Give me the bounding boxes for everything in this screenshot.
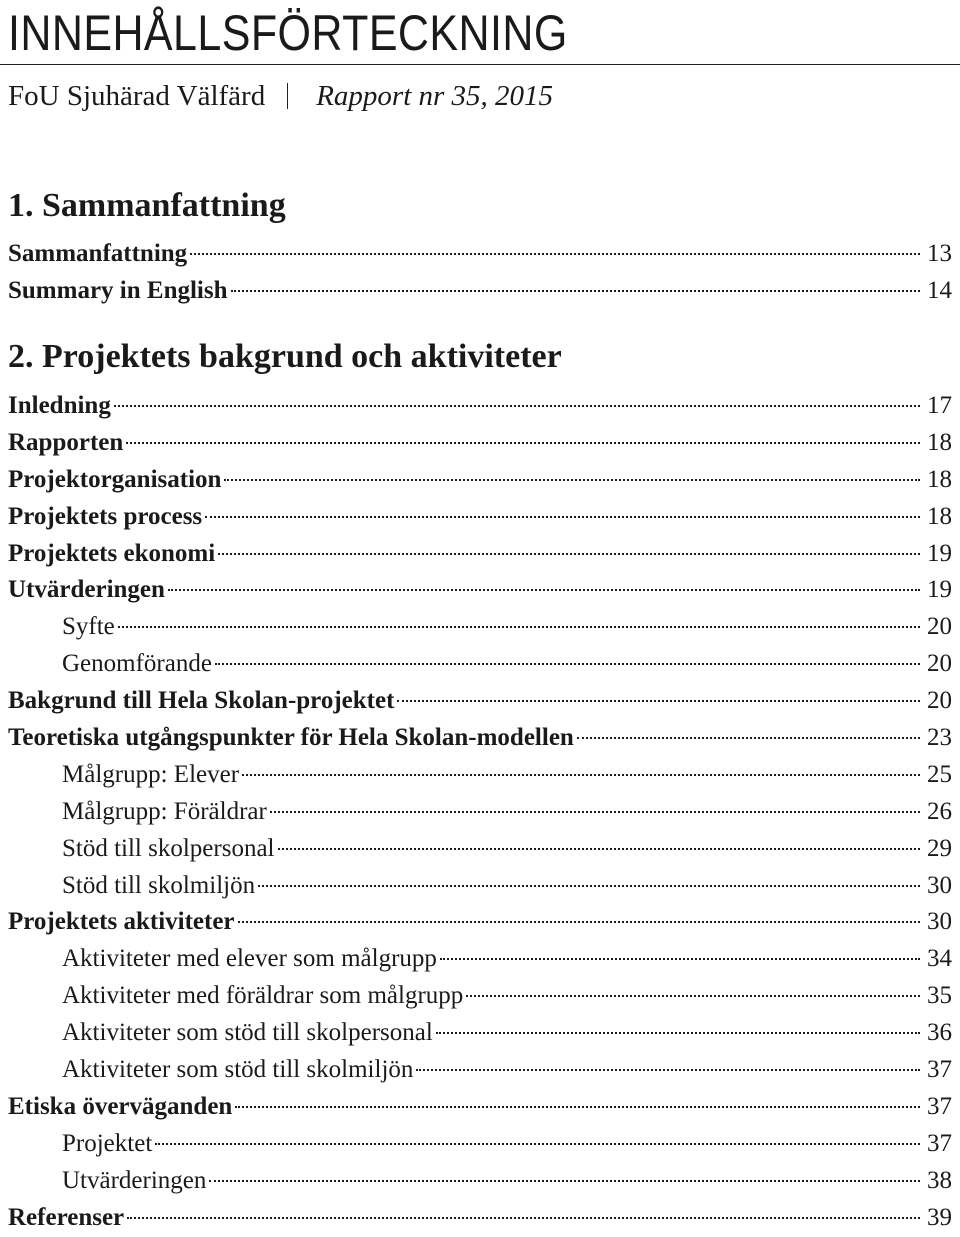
dot-leader	[235, 1106, 920, 1108]
section-heading-1: 1. Sammanfattning	[8, 187, 286, 224]
toc-page-number: 36	[927, 1019, 952, 1047]
toc-entry-label: Rapporten	[8, 428, 124, 456]
toc-entry-label: Etiska överväganden	[8, 1092, 233, 1120]
dot-leader	[440, 958, 920, 960]
toc-entry-label: Projektet	[62, 1129, 153, 1157]
toc-page-number: 26	[927, 797, 952, 825]
toc-page-number: 35	[927, 982, 952, 1010]
dot-leader	[231, 290, 920, 292]
dot-leader	[397, 700, 920, 702]
toc-entry-label: Syfte	[62, 613, 115, 641]
toc-entry-label: Summary in English	[8, 276, 228, 304]
toc-page-number: 20	[927, 650, 952, 678]
toc-entry[interactable]	[0, 462, 960, 499]
toc-entry[interactable]	[0, 1089, 960, 1126]
dot-leader	[168, 589, 920, 591]
page-title: INNEHÅLLSFÖRTECKNING	[8, 5, 568, 61]
toc-page-number: 18	[927, 428, 952, 456]
toc-entry[interactable]	[0, 536, 960, 573]
toc-page-number: 23	[927, 724, 952, 752]
dot-leader	[466, 995, 920, 997]
toc-entry-label: Projektets ekonomi	[8, 539, 216, 567]
toc-entry[interactable]	[0, 831, 960, 868]
dot-leader	[416, 1069, 920, 1071]
toc-entry[interactable]	[0, 1163, 960, 1200]
toc-entry[interactable]	[0, 683, 960, 720]
toc-page-number: 30	[927, 871, 952, 899]
toc-page-number: 17	[927, 392, 952, 419]
toc-entry[interactable]	[0, 794, 960, 831]
toc-entry-label: Målgrupp: Elever	[62, 760, 240, 788]
dot-leader	[436, 1032, 920, 1034]
toc-list-section-2	[0, 388, 960, 1236]
toc-entry[interactable]	[0, 646, 960, 683]
toc-entry-label: Stöd till skolpersonal	[62, 834, 275, 862]
toc-entry-label: Utvärderingen	[8, 576, 165, 604]
toc-entry-label: Inledning	[8, 392, 111, 419]
toc-list-section-1	[0, 236, 960, 310]
dot-leader	[126, 442, 920, 444]
toc-entry[interactable]	[0, 1052, 960, 1089]
toc-entry-label: Aktiviteter som stöd till skolpersonal	[62, 1019, 433, 1047]
toc-entry[interactable]	[0, 1015, 960, 1052]
dot-leader	[127, 1217, 920, 1219]
toc-page-number: 20	[927, 613, 952, 641]
toc-entry-label: Teoretiska utgångspunkter för Hela Skolan-modellen	[8, 724, 574, 752]
title-divider	[0, 64, 960, 65]
toc-entry-label: Aktiviteter med föräldrar som målgrupp	[62, 982, 464, 1010]
dot-leader	[118, 626, 920, 628]
report-number: Rapport nr 35, 2015	[316, 80, 554, 112]
toc-entry[interactable]	[0, 609, 960, 646]
toc-entry[interactable]	[0, 1126, 960, 1163]
toc-page-number: 18	[927, 502, 952, 530]
toc-entry[interactable]	[0, 273, 960, 310]
toc-entry[interactable]	[0, 499, 960, 536]
dot-leader	[205, 516, 920, 518]
toc-entry[interactable]	[0, 904, 960, 941]
toc-entry-label: Utvärderingen	[62, 1166, 207, 1194]
toc-entry-label: Projektets process	[8, 502, 203, 530]
toc-entry-label: Bakgrund till Hela Skolan-projektet	[8, 687, 395, 715]
toc-entry[interactable]	[0, 425, 960, 462]
subtitle-separator	[287, 83, 288, 109]
toc-page-number: 20	[927, 687, 952, 715]
dot-leader	[278, 848, 921, 850]
toc-entry[interactable]	[0, 720, 960, 757]
toc-page-number: 34	[927, 945, 952, 973]
toc-entry[interactable]	[0, 868, 960, 905]
toc-page-number: 19	[927, 539, 952, 567]
toc-page-number: 37	[927, 1056, 952, 1084]
dot-leader	[190, 253, 920, 255]
toc-entry-label: Sammanfattning	[8, 240, 188, 267]
section-heading-2: 2. Projektets bakgrund och aktiviteter	[8, 338, 562, 375]
dot-leader	[155, 1143, 920, 1145]
publisher-name: FoU Sjuhärad Välfärd	[8, 80, 266, 112]
toc-page-number: 25	[927, 760, 952, 788]
dot-leader	[114, 405, 920, 407]
toc-entry[interactable]	[0, 941, 960, 978]
toc-entry[interactable]	[0, 236, 960, 273]
toc-entry[interactable]	[0, 757, 960, 794]
toc-entry-label: Målgrupp: Föräldrar	[62, 797, 267, 825]
toc-page-number: 37	[927, 1129, 952, 1157]
toc-page-number: 37	[927, 1092, 952, 1120]
toc-entry-label: Genomförande	[62, 650, 212, 678]
toc-page-number: 30	[927, 908, 952, 936]
toc-entry[interactable]	[0, 978, 960, 1015]
toc-entry[interactable]	[0, 572, 960, 609]
dot-leader	[577, 737, 920, 739]
toc-entry-label: Referenser	[8, 1203, 125, 1231]
toc-entry-label: Projektets aktiviteter	[8, 908, 235, 936]
toc-page-number: 13	[927, 240, 952, 267]
toc-page-number: 29	[927, 834, 952, 862]
dot-leader	[218, 553, 920, 555]
dot-leader	[215, 663, 920, 665]
toc-entry-label: Stöd till skolmiljön	[62, 871, 256, 899]
toc-entry-label: Aktiviteter med elever som målgrupp	[62, 945, 437, 973]
dot-leader	[258, 885, 920, 887]
dot-leader	[238, 921, 920, 923]
toc-page-number: 19	[927, 576, 952, 604]
toc-page-number: 39	[927, 1203, 952, 1231]
toc-entry[interactable]	[0, 1200, 960, 1237]
toc-entry-label: Projektorganisation	[8, 465, 222, 493]
toc-page-number: 18	[927, 465, 952, 493]
dot-leader	[224, 479, 920, 481]
dot-leader	[242, 774, 920, 776]
toc-entry-label: Aktiviteter som stöd till skolmiljön	[62, 1056, 414, 1084]
toc-page-number: 38	[927, 1166, 952, 1194]
dot-leader	[209, 1180, 920, 1182]
toc-page-number: 14	[927, 276, 952, 304]
dot-leader	[270, 811, 920, 813]
toc-entry[interactable]	[0, 388, 960, 425]
report-subtitle	[8, 78, 553, 114]
